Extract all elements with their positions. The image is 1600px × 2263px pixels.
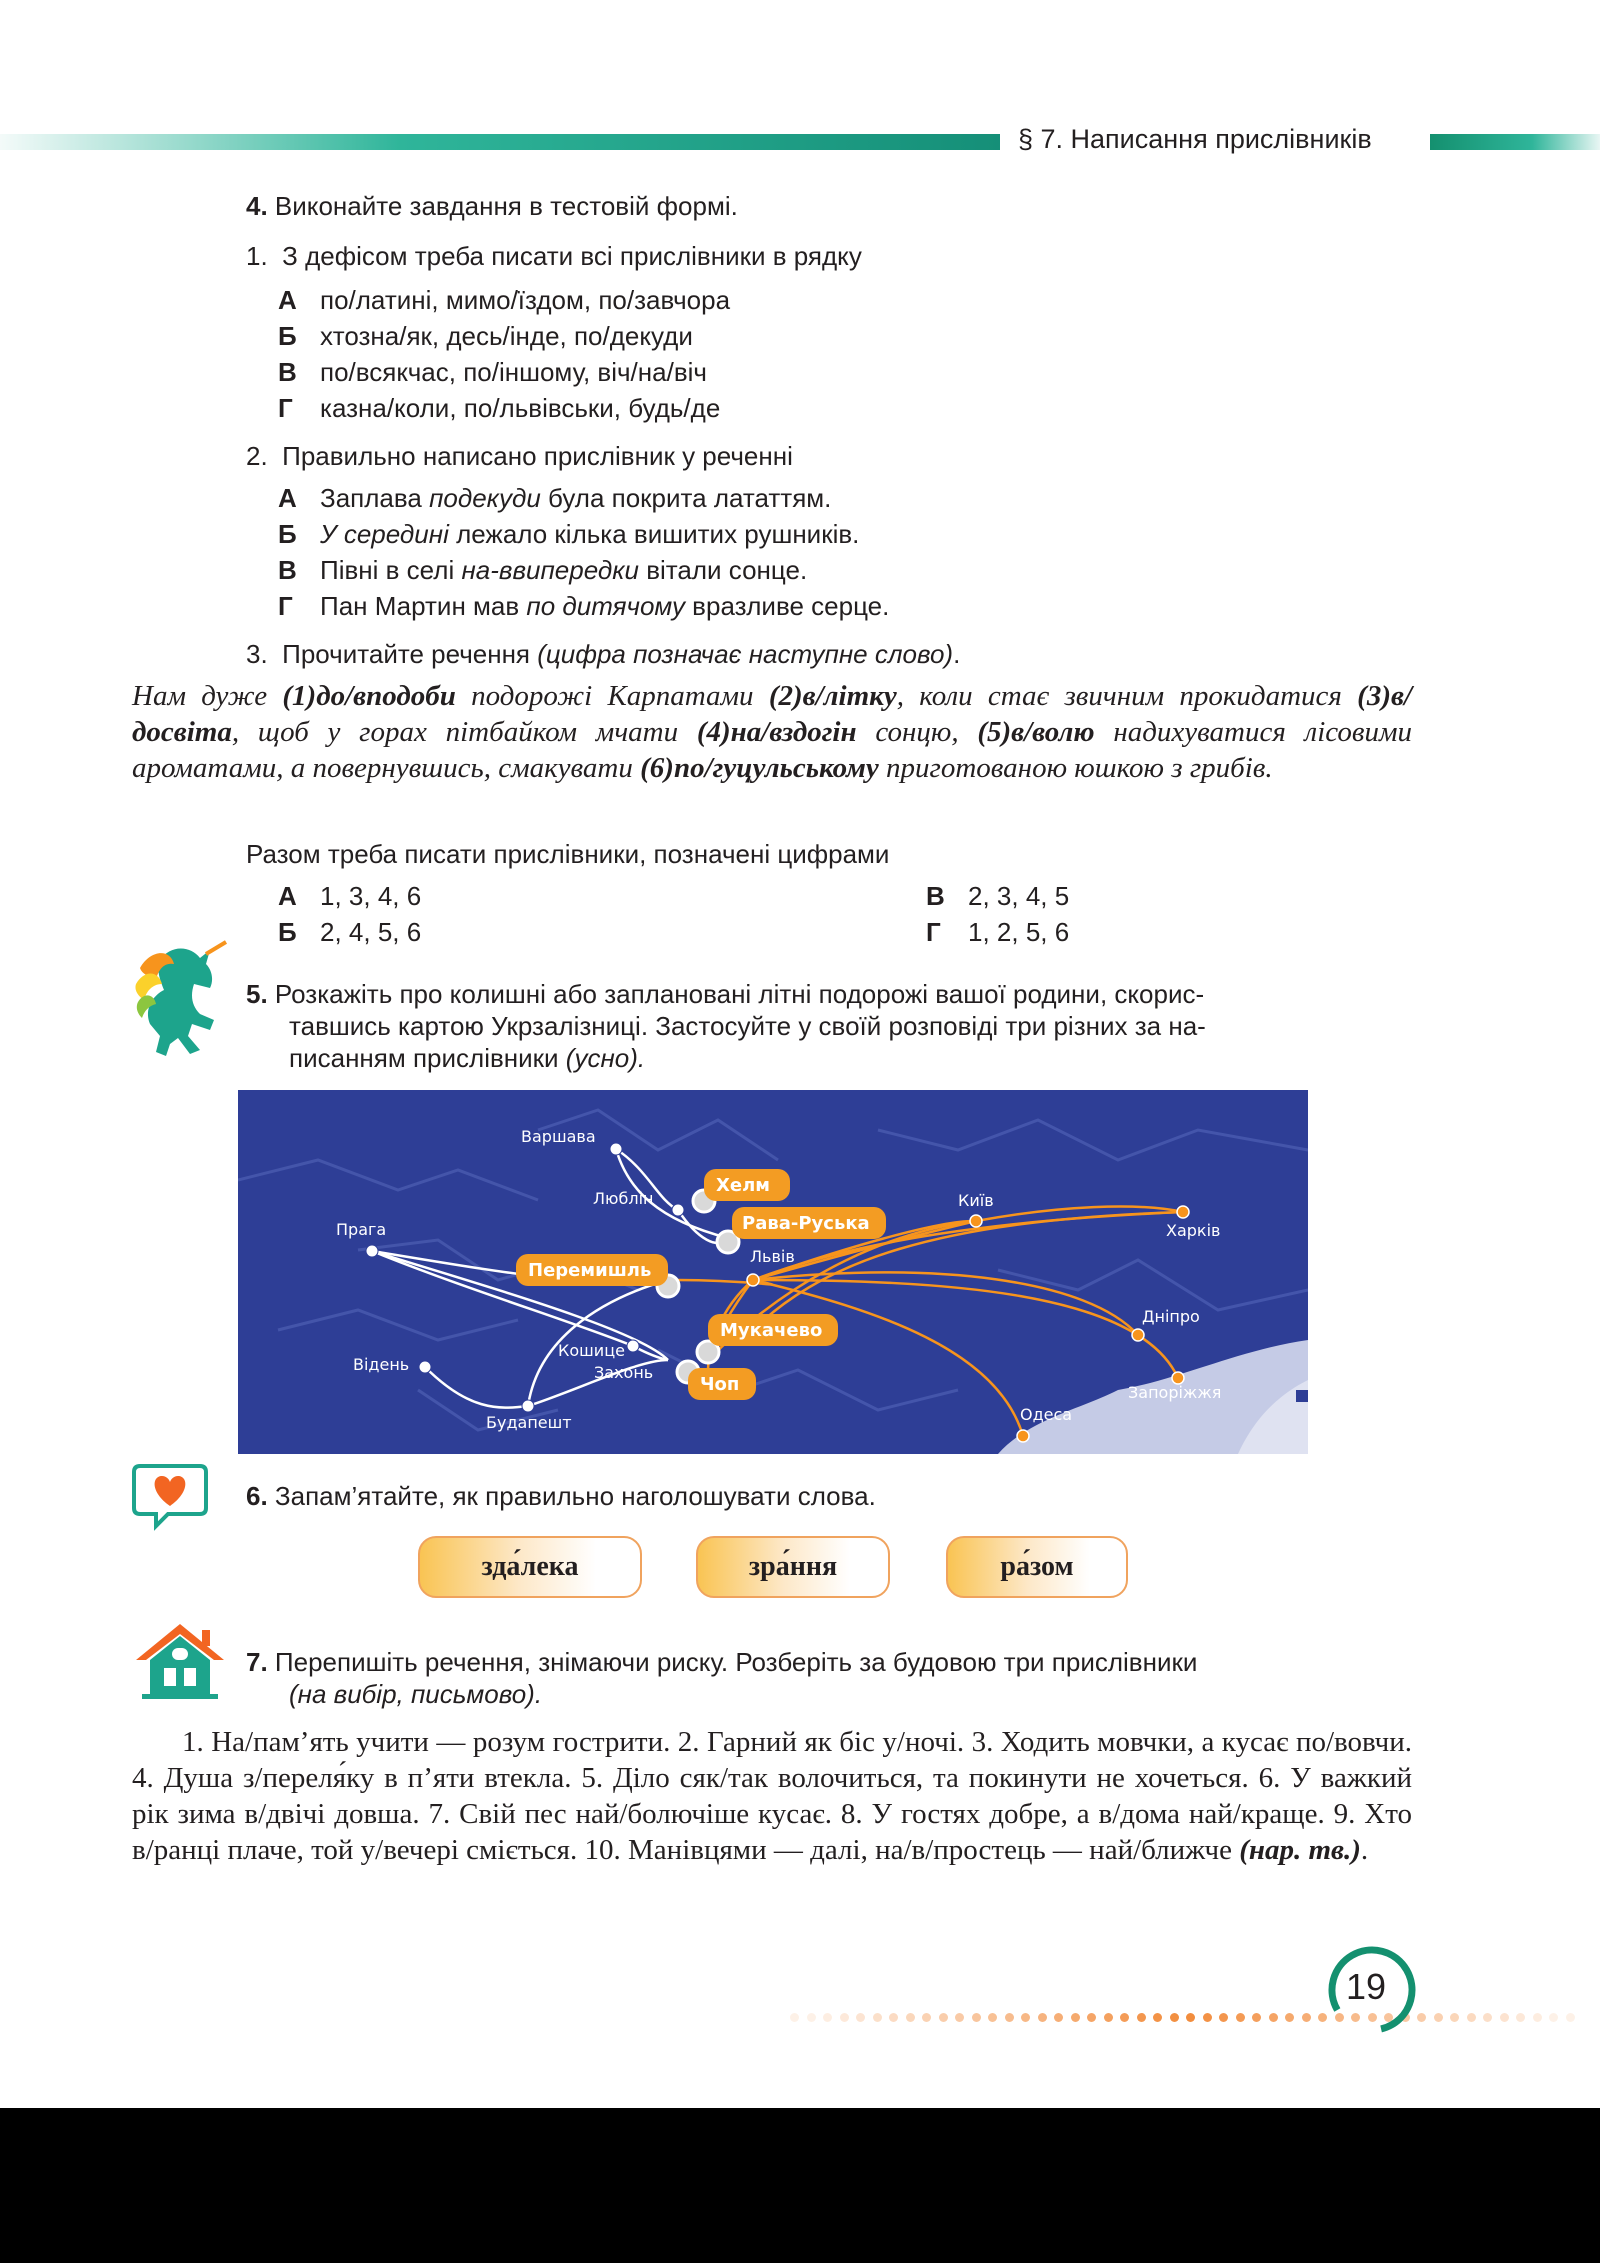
footer-dot xyxy=(1137,2013,1146,2022)
q3-option-a: А 1, 3, 4, 6 xyxy=(278,881,422,911)
footer-dot xyxy=(1054,2013,1063,2022)
footer-dot xyxy=(790,2013,799,2022)
map-label-kosice: Кошице xyxy=(558,1341,625,1360)
footer-dot xyxy=(1417,2013,1426,2022)
reading-passage xyxy=(132,678,1412,786)
passage-text: , щоб у горах пітбайком мчати xyxy=(231,716,697,748)
footer-dot xyxy=(840,2013,849,2022)
footer-dot xyxy=(1516,2013,1525,2022)
q2-option-h: Г Пан Мартин мав по дитячому вразливе серце. xyxy=(278,591,890,621)
page-number: 19 xyxy=(1346,1966,1387,2007)
map-label-kharkiv: Харків xyxy=(1166,1221,1221,1240)
map-label-lviv: Львів xyxy=(750,1247,795,1266)
question-3: 3. Прочитайте речення (цифра позначає наступне слово). xyxy=(246,639,961,669)
map-label-praha: Прага xyxy=(336,1220,387,1239)
stress-word-zrannia: зра́ння xyxy=(696,1536,890,1598)
footer-dot xyxy=(1153,2013,1162,2022)
passage-marked-word: (3)в/досвіта xyxy=(132,680,1412,748)
footer-dot xyxy=(856,2013,865,2022)
footer-dot xyxy=(988,2013,997,2022)
footer-dot xyxy=(1467,2013,1476,2022)
map-label-dnipro: Дніпро xyxy=(1142,1307,1200,1326)
passage-marked-word: (5)в/волю xyxy=(977,716,1095,748)
footer-dot xyxy=(807,2013,816,2022)
map-label-varshava: Варшава xyxy=(521,1127,596,1146)
footer-dot xyxy=(1450,2013,1459,2022)
footer-dot xyxy=(1186,2013,1195,2022)
footer-dot xyxy=(972,2013,981,2022)
railway-map xyxy=(238,1090,1308,1454)
footer-dot xyxy=(939,2013,948,2022)
footer-dot xyxy=(873,2013,882,2022)
scan-black-band xyxy=(0,2108,1600,2263)
footer-dot xyxy=(1566,2013,1575,2022)
footer-dot xyxy=(1170,2013,1179,2022)
footer-dot xyxy=(1104,2013,1113,2022)
footer-dot xyxy=(1483,2013,1492,2022)
footer-dot xyxy=(1252,2013,1261,2022)
q1-option-a: А по/латині, мимо/їздом, по/завчора xyxy=(278,285,731,315)
section-title: § 7. Написання прислівників xyxy=(1018,124,1372,154)
footer-dot xyxy=(1071,2013,1080,2022)
task-7-note: (на вибір, письмово). xyxy=(289,1679,543,1709)
footer-dot xyxy=(1038,2013,1047,2022)
passage-text: приготованою юшкою з грибів. xyxy=(878,752,1273,784)
q3-option-b: Б 2, 4, 5, 6 xyxy=(278,917,422,947)
footer-dot xyxy=(1219,2013,1228,2022)
footer-dot xyxy=(1203,2013,1212,2022)
header-decor-bar-left xyxy=(0,134,1000,150)
question-3-prompt: Разом треба писати прислівники, позначені цифрами xyxy=(246,839,890,869)
task-5-line-1: 5. Розкажіть про колишні або заплановані літні подорожі вашої родини, скорис- xyxy=(246,979,1205,1009)
map-label-zaporizhzhia: Запоріжжя xyxy=(1128,1383,1222,1402)
footer-dot xyxy=(1021,2013,1030,2022)
footer-dot xyxy=(1434,2013,1443,2022)
passage-marked-word: (6)по/гуцульському xyxy=(640,752,879,784)
question-2: 2. Правильно написано прислівник у реченні xyxy=(246,441,793,471)
footer-dot xyxy=(1302,2013,1311,2022)
footer-dot xyxy=(1269,2013,1278,2022)
task-6-heading: 6. Запам’ятайте, як правильно наголошувати слова. xyxy=(246,1481,876,1511)
map-label-lyublin: Люблін xyxy=(593,1189,654,1208)
task-5-line-3: писанням прислівники (усно). xyxy=(289,1043,646,1073)
map-label-budapest: Будапешт xyxy=(486,1413,572,1432)
footer-dot xyxy=(922,2013,931,2022)
footer-dot xyxy=(1120,2013,1129,2022)
map-tag-khelm: Хелм xyxy=(716,1175,770,1196)
map-label-kyiv: Київ xyxy=(958,1191,994,1210)
footer-dot xyxy=(1005,2013,1014,2022)
passage-marked-word: (2)в/літку xyxy=(768,680,897,712)
q2-option-v: В Півні в селі на-ввипередки вітали сонце. xyxy=(278,555,808,585)
stress-word-zdaleka: зда́лека xyxy=(418,1536,642,1598)
question-1: 1. З дефісом треба писати всі прислівники в рядку xyxy=(246,241,862,271)
house-icon xyxy=(132,1620,228,1700)
footer-dot xyxy=(1500,2013,1509,2022)
map-tag-rava: Рава-Руська xyxy=(742,1213,870,1234)
stress-word-razom: ра́зом xyxy=(946,1536,1128,1598)
passage-marked-word: (4)на/вздогін xyxy=(696,716,857,748)
map-label-odesa: Одеса xyxy=(1020,1405,1073,1424)
map-tag-peremyshl: Перемишль xyxy=(528,1260,652,1281)
footer-dot xyxy=(955,2013,964,2022)
footer-dot xyxy=(823,2013,832,2022)
passage-text: Нам дуже xyxy=(132,680,283,712)
q1-option-b: Б хтозна/як, десь/інде, по/декуди xyxy=(278,321,693,351)
passage-text: , коли стає звичним прокидатися xyxy=(896,680,1358,712)
footer-dot xyxy=(1549,2013,1558,2022)
q3-option-h: Г 1, 2, 5, 6 xyxy=(926,917,1070,947)
header-decor-bar-right xyxy=(1430,134,1600,150)
q1-option-v: В по/всякчас, по/іншому, віч/на/віч xyxy=(278,357,707,387)
passage-text: подорожі Карпатами xyxy=(455,680,769,712)
q3-option-v: В 2, 3, 4, 5 xyxy=(926,881,1070,911)
proverbs-paragraph: 1. На/пам’ять учити — розум гострити. 2. Гарний як біс у/ночі. 3. Ходить мовчки, а кусає по/вовчи. 4. Душа з/переля́ку в п’яти втекла. 5. Діло сяк/так волочиться, та покинути не хочеться. 6. У важкий рік зима в/двічі довша. 7. Свій пес най/болючіше кусає. 8. У гостях добре, а в/дома най/краще. 9. Хто в/ранці плаче, той у/вечері сміється. 10. Манівцями — далі, на/в/простець — най/ближче (нар. тв.). xyxy=(132,1726,1412,1866)
passage-marked-word: (1)до/вподоби xyxy=(282,680,456,712)
passage-text: сонцю, xyxy=(856,716,978,748)
passage-text: надихуватися лісовими ароматами, а повернувшись, смакувати xyxy=(132,716,1412,784)
footer-dot xyxy=(1533,2013,1542,2022)
footer-dot xyxy=(1087,2013,1096,2022)
q2-option-b: Б У середині лежало кілька вишитих рушників. xyxy=(278,519,860,549)
task-5-line-2: тавшись картою Укрзалізниці. Застосуйте у своїй розповіді три різних за на- xyxy=(289,1011,1206,1041)
footer-dot xyxy=(1285,2013,1294,2022)
q1-option-h: Г казна/коли, по/львівськи, будь/де xyxy=(278,393,721,423)
map-tag-chop: Чоп xyxy=(700,1374,740,1395)
task-4-heading: 4. Виконайте завдання в тестовій формі. xyxy=(246,191,738,221)
map-tag-mukachevo: Мукачево xyxy=(720,1320,823,1341)
unicorn-icon xyxy=(130,940,240,1060)
footer-dot xyxy=(1236,2013,1245,2022)
footer-dot xyxy=(889,2013,898,2022)
map-label-zahon: Захонь xyxy=(594,1363,654,1382)
q2-option-a: А Заплава подекуди була покрита лататтям. xyxy=(278,483,832,513)
task-7-heading: 7. Перепишіть речення, знімаючи риску. Розберіть за будовою три прислівники xyxy=(246,1647,1198,1677)
map-label-viden: Відень xyxy=(353,1355,410,1374)
footer-dot xyxy=(906,2013,915,2022)
heart-chat-icon xyxy=(130,1462,210,1532)
